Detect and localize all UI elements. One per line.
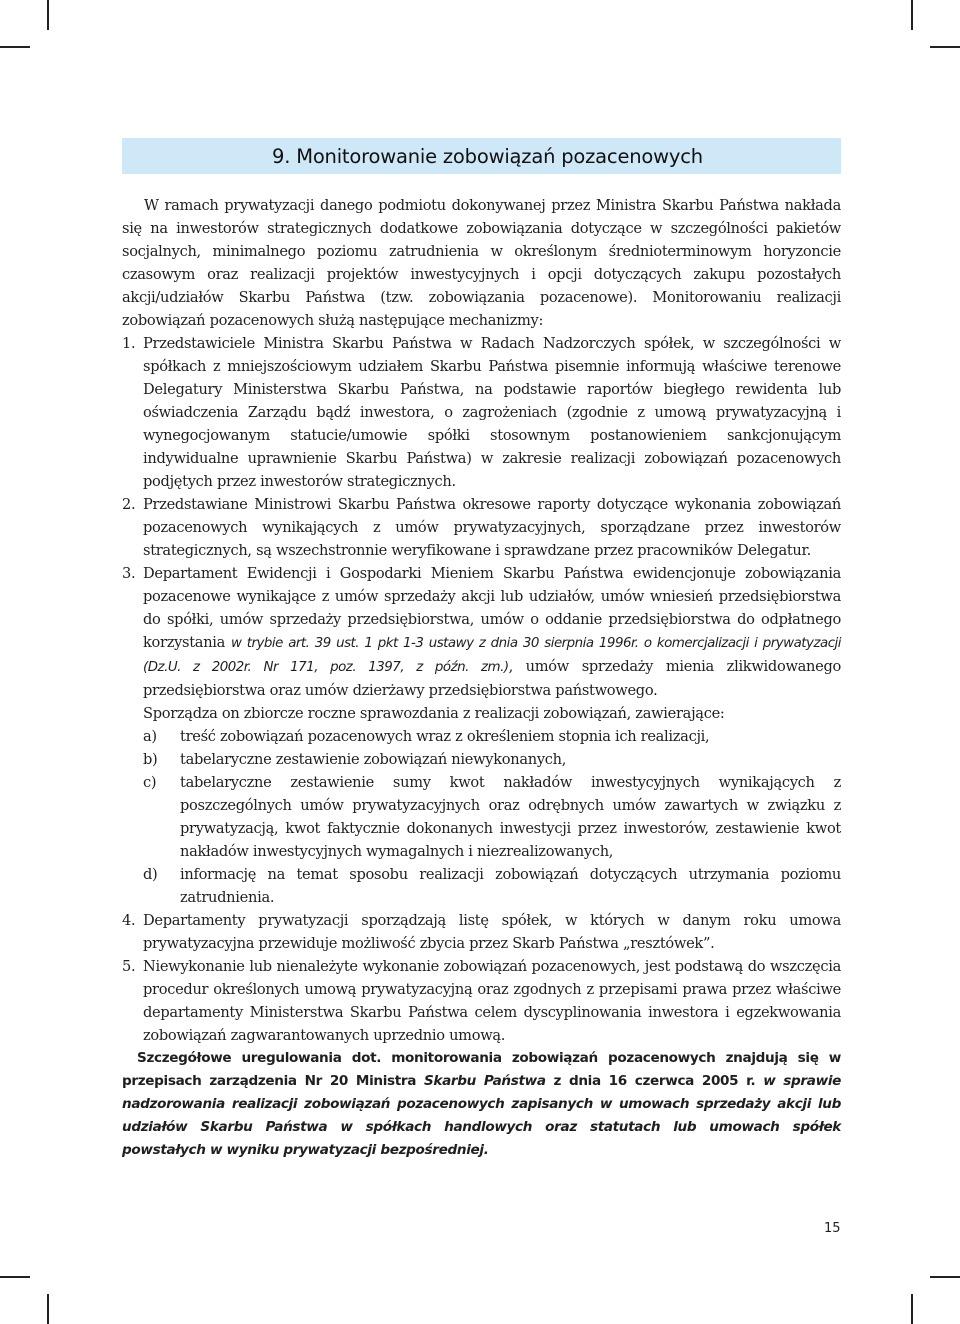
report-intro: Sporządza on zbiorcze roczne sprawozdania z realizacji zobowiązań, zawierające: [143, 705, 725, 722]
list-number: 4. [122, 912, 136, 929]
list-text: Departamenty prywatyzacji sporządzają listę spółek, w których w danym roku umowa prywatyzacyjna przewiduje możliwość zbycia przez Skarb Państwa „resztówek”. [143, 912, 841, 952]
crop-mark [0, 46, 30, 48]
sub-list-label: c) [143, 774, 157, 791]
crop-mark [47, 1294, 49, 1324]
closing-text-italic: Skarbu Państwa [423, 1073, 546, 1089]
sub-list-label: a) [143, 728, 157, 745]
list-text: , umów sprzedaży mienia zlikwidowanego przedsiębiorstwa oraz umów dzierżawy przedsiębiorstwa państwowego. [143, 658, 841, 699]
sub-list-text: tabelaryczne zestawienie zobowiązań niewykonanych, [180, 751, 567, 768]
crop-mark [930, 46, 960, 48]
list-number: 2. [122, 496, 136, 513]
list-number: 5. [122, 958, 136, 975]
crop-mark [47, 0, 49, 30]
sub-list-text: informację na temat sposobu realizacji zobowiązań dotyczących utrzymania poziomu zatrudnienia. [180, 866, 841, 906]
sub-list-text: tabelaryczne zestawienie sumy kwot nakładów inwestycyjnych wynikających z poszczególnych umów prywatyzacyjnych oraz odrębnych umów zawartych w związku z prywatyzacją, kwot faktycznie dokonanych inwestycji przez inwestorów, zestawienie kwot nakładów inwestycyjnych wymagalnych i niezrealizowanych, [180, 774, 841, 860]
page-number: 15 [824, 1221, 841, 1236]
list-text: Departament Ewidencji i Gospodarki Mieniem Skarbu Państwa ewidencjonuje zobowiązania pozacenowe wynikające z umów sprzedaży akcji lub udziałów, umów wniesień przedsiębiorstwa do spółki, umów sprzedaży przedsiębiorstwa, umów o oddanie przedsiębiorstwa do odpłatnego korzystania [143, 565, 841, 651]
list-item [122, 332, 841, 493]
crop-mark [911, 0, 913, 30]
sub-list-item [143, 771, 841, 863]
sub-list-text: treść zobowiązań pozacenowych wraz z określeniem stopnia ich realizacji, [180, 728, 710, 745]
closing-text-italic: w sprawie nadzorowania realizacji zobowiązań pozacenowych zapisanych w umowach sprzedaży akcji lub udziałów Skarbu Państwa w spółkach handlowych oraz statutach lub umowach spółek powstałych w wyniku prywatyzacji bezpośredniej. [122, 1073, 841, 1158]
closing-paragraph [122, 1047, 841, 1162]
section-heading-bar [122, 138, 841, 174]
list-item [122, 955, 841, 1047]
sub-list [122, 725, 841, 909]
list-number: 3. [122, 565, 136, 582]
list-number: 1. [122, 335, 136, 352]
list-item [122, 562, 841, 702]
closing-text: z dnia 16 czerwca 2005 r. [545, 1073, 764, 1089]
sub-list-item [143, 863, 841, 909]
section-heading: 9. Monitorowanie zobowiązań pozacenowych [272, 144, 703, 168]
document-body [122, 194, 841, 1162]
list-item [122, 909, 841, 955]
list-item [122, 493, 841, 562]
list-text: Przedstawiciele Ministra Skarbu Państwa w Radach Nadzorczych spółek, w szczególności w spółkach z mniejszościowym udziałem Skarbu Państwa pisemnie informują właściwe terenowe Delegatury Ministerstwa Skarbu Państwa, na podstawie raportów biegłego rewidenta lub oświadczenia Zarządu bądź inwestora, o zagrożeniach (zgodnie z umową prywatyzacyjną i wynegocjowanym statucie/umowie spółki stosownym postanowieniem sankcjonującym indywidualne uprawnienie Skarbu Państwa) w zakresie realizacji zobowiązań pozacenowych podjętych przez inwestorów strategicznych. [143, 335, 841, 490]
list-text: Niewykonanie lub nienależyte wykonanie zobowiązań pozacenowych, jest podstawą do wszczęcia procedur określonych umową prywatyzacyjną oraz zgodnych z przepisami prawa przez właściwe departamenty Ministerstwa Skarbu Państwa celem dyscyplinowania inwestora i egzekwowania zobowiązań zagwarantowanych uprzednio umową. [143, 958, 841, 1044]
legal-citation: w trybie art. 39 ust. 1 pkt 1-3 ustawy z dnia 30 sierpnia 1996r. o komercjalizacji i prywatyzacji (Dz.U. z 2002r. Nr 171, poz. 1397, z późn. zm.) [143, 636, 841, 675]
sub-list-item [143, 725, 841, 748]
intro-paragraph: W ramach prywatyzacji danego podmiotu dokonywanej przez Ministra Skarbu Państwa nakłada się na inwestorów strategicznych dodatkowe zobowiązania dotyczące w szczególności pakietów socjalnych, minimalnego poziomu zatrudnienia w określonym średnioterminowym horyzoncie czasowym oraz realizacji projektów inwestycyjnych i opcji dotyczących zakupu pozostałych akcji/udziałów Skarbu Państwa (tzw. zobowiązania pozacenowe). Monitorowaniu realizacji zobowiązań pozacenowych służą następujące mechanizmy: [122, 197, 841, 329]
sub-list-label: d) [143, 866, 158, 883]
closing-text: Szczegółowe uregulowania dot. monitorowania zobowiązań pozacenowych znajdują się w przepisach zarządzenia Nr 20 Ministra [122, 1050, 841, 1089]
crop-mark [930, 1276, 960, 1278]
crop-mark [0, 1276, 30, 1278]
sub-list-label: b) [143, 751, 158, 768]
list-text: Przedstawiane Ministrowi Skarbu Państwa okresowe raporty dotyczące wykonania zobowiązań pozacenowych wynikających z umów prywatyzacyjnych, sporządzane przez inwestorów strategicznych, są wszechstronnie weryfikowane i sprawdzane przez pracowników Delegatur. [143, 496, 841, 559]
sub-list-item [143, 748, 841, 771]
crop-mark [911, 1294, 913, 1324]
